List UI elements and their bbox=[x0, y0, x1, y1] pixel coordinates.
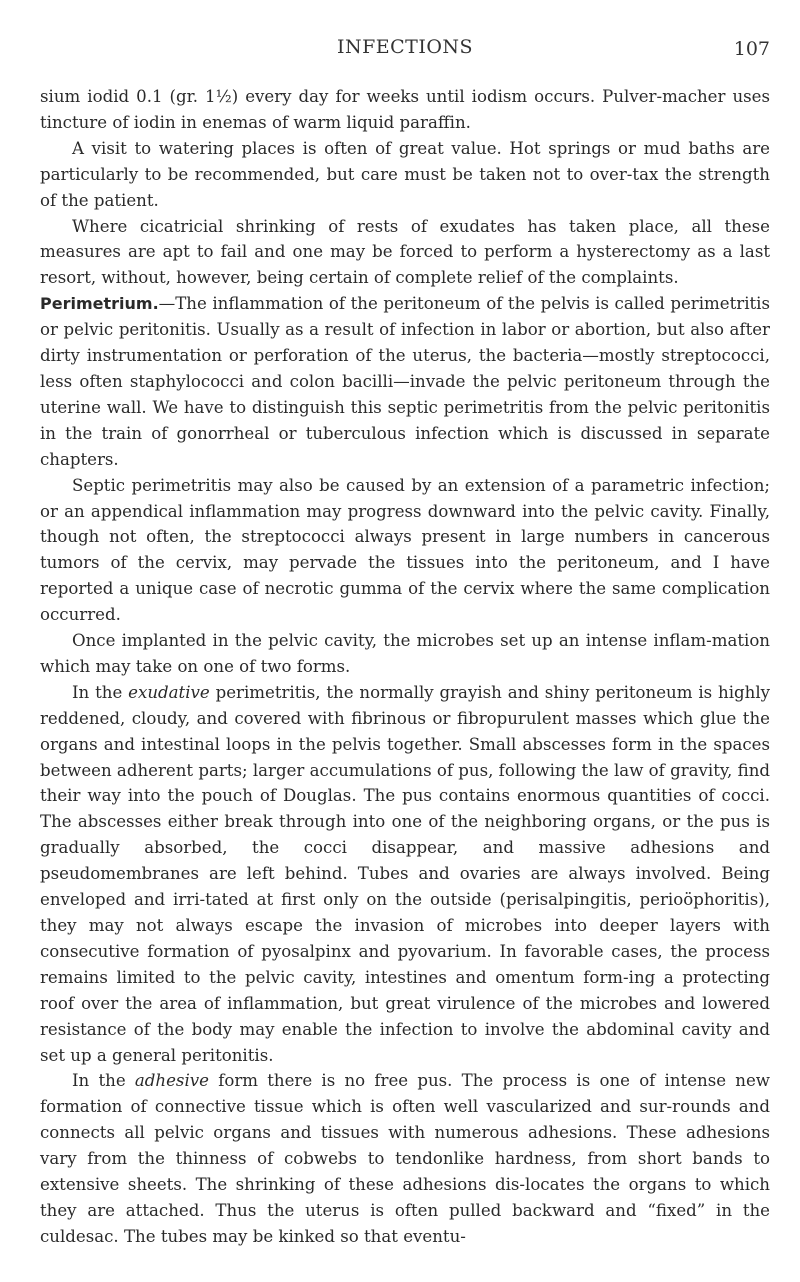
paragraph-text: Once implanted in the pelvic cavity, the microbes set up an intense inflam-mation which may take on one of two forms. bbox=[40, 631, 770, 676]
paragraph-exudative bbox=[40, 680, 770, 1069]
paragraph-text: form there is no free pus. The process is one of intense new formation of connective tissue which is often well vascularized and sur-rounds and connects all pelvic organs and tissues with numerous adhesions. These adhesions vary from the thinness of cobwebs to tendonlike hardness, from short bands to extensive sheets. The shrinking of these adhesions dis-locates the organs to which they are attached. Thus the uterus is often pulled backward and “fixed” in the culdesac. The tubes may be kinked so that eventu- bbox=[40, 1071, 771, 1246]
section-perimetrium bbox=[40, 291, 770, 472]
emphasis-term: adhesive bbox=[134, 1071, 209, 1091]
paragraph-text: —The inflammation of the peritoneum of the pelvis is called perimetritis or pelvic peritonitis. Usually as a result of infection in labor or abortion, but also after dirty instrumentation or perforation of the uterus, the bacteria—mostly streptococci, less often staphylococci and colon bacilli—invade the pelvic peritoneum through the uterine wall. We have to distinguish this septic perimetritis from the pelvic peritonitis in the train of gonorrheal or tuberculous infection which is discussed in separate chapters. bbox=[40, 294, 770, 469]
paragraph-text: Septic perimetritis may also be caused by an extension of a parametric infection; or an appendical inflammation may progress downward into the pelvic cavity. Finally, though not often, the streptococci always present in large numbers in cancerous tumors of the cervix, may pervade the tissues into the peritoneum, and I have reported a unique case of necrotic gumma of the cervix where the same complication occurred. bbox=[40, 475, 770, 625]
page-header bbox=[40, 36, 770, 66]
paragraph-lead: In the bbox=[72, 682, 129, 702]
paragraph-adhesive bbox=[40, 1068, 770, 1249]
paragraph-cicatricial bbox=[40, 214, 770, 292]
book-page bbox=[40, 36, 770, 1250]
section-heading: Perimetrium. bbox=[40, 294, 159, 314]
paragraph-text: perimetritis, the normally grayish and shiny peritoneum is highly reddened, cloudy, and covered with fibrinous or fibropurulent masses which glue the organs and intestinal loops in the pelvis together. Small abscesses form in the spaces between adherent parts; larger accumulations of pus, following the law of gravity, find their way into the pouch of Douglas. The pus contains enormous quantities of cocci. The abscesses either break through into one of the neighboring organs, or the pus is gradually absorbed, the cocci disappear, and massive adhesions and pseudomembranes are left behind. Tubes and ovaries are always involved. Being enveloped and irri-tated at first only on the outside (perisalpingitis, perioöphoritis), they may not always escape the invasion of microbes into deeper layers with consecutive formation of pyosalpinx and pyovarium. In favorable cases, the process remains limited to the pelvic cavity, intestines and omentum form-ing a protecting roof over the area of inflammation, but great virulence of the microbes and lowered resistance of the body may enable the infection to involve the abdominal cavity and set up a general peritonitis. bbox=[40, 682, 771, 1065]
emphasis-term: exudative bbox=[128, 682, 210, 702]
paragraph-lead: In the bbox=[72, 1071, 135, 1091]
paragraph-text: A visit to watering places is often of great value. Hot springs or mud baths are particularly to be recommended, but care must be taken not to over-tax the strength of the patient. bbox=[40, 138, 770, 210]
paragraph-text: Where cicatricial shrinking of rests of exudates has taken place, all these measures are apt to fail and one may be forced to perform a hysterectomy as a last resort, without, however, being certain of complete relief of the complaints. bbox=[40, 216, 770, 288]
paragraph-implanted bbox=[40, 628, 770, 680]
paragraph-text: sium iodid 0.1 (gr. 1½) every day for weeks until iodism occurs. Pulver-macher uses tincture of iodin in enemas of warm liquid paraffin. bbox=[40, 87, 770, 132]
paragraph-watering-places bbox=[40, 136, 770, 214]
running-head: INFECTIONS bbox=[336, 36, 474, 58]
page-number: 107 bbox=[733, 38, 770, 60]
paragraph-continuation bbox=[40, 84, 770, 136]
paragraph-septic bbox=[40, 473, 770, 628]
body-text bbox=[40, 84, 770, 1250]
